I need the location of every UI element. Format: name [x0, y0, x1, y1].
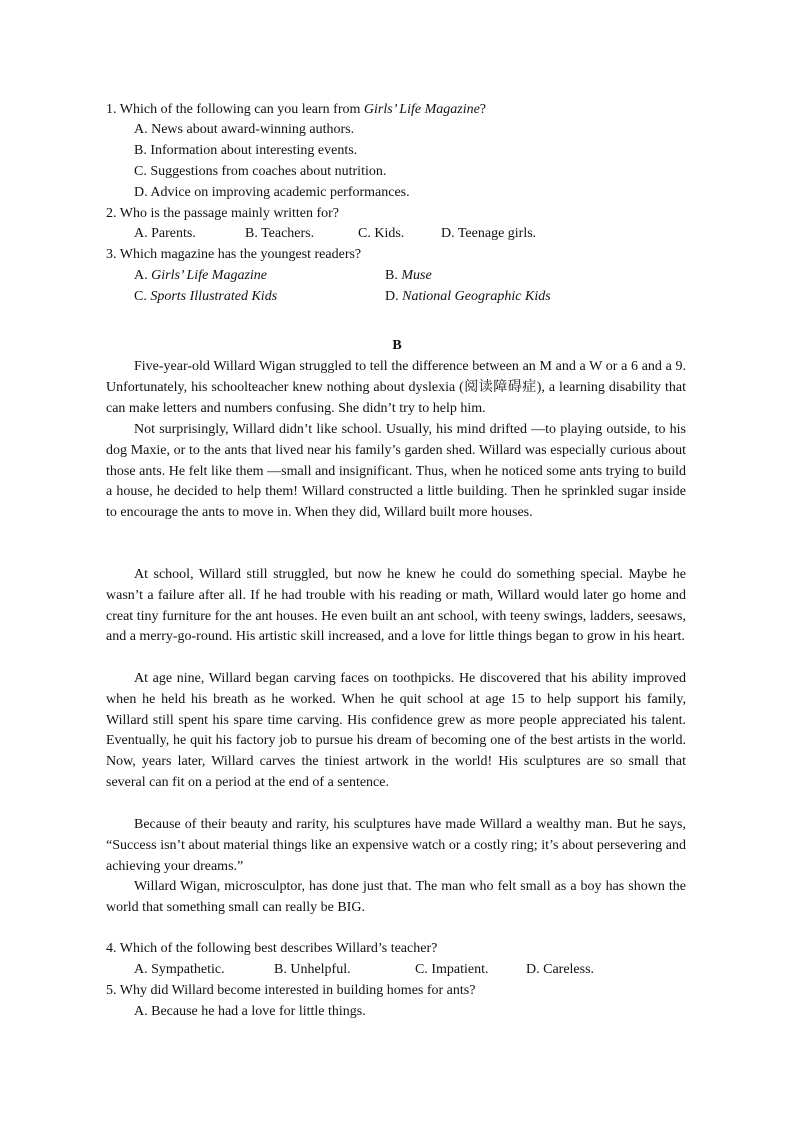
question-1-option-b: B. Information about interesting events.	[134, 143, 358, 158]
question-3-stem: 3. Which magazine has the youngest readers?	[106, 247, 362, 262]
question-1-option-a: A. News about award-winning authors.	[134, 122, 355, 137]
passage-paragraph-4: At age nine, Willard began carving faces on toothpicks. He discovered that his ability improved when he held his breath as he worked. When he quit school at age 15 to help support his family, Willard still spent his spare time carving. His confidence grew as more people appreciated his talent. Eventually, he quit his factory job to pursue his dream of becoming one of the best artists in the world. Now, years later, Willard carves the tiniest artwork in the world! His sculptures are so small that several can fit on a period at the end of a sentence.	[106, 671, 686, 790]
question-1-option-d: D. Advice on improving academic performances.	[134, 185, 410, 200]
question-5-option-a: A. Because he had a love for little things.	[134, 1004, 366, 1019]
question-1-mark: ?	[479, 102, 487, 117]
option-title: National Geographic Kids	[402, 289, 551, 304]
question-2-stem: 2. Who is the passage mainly written for?	[106, 206, 340, 221]
option-letter: A.	[134, 268, 152, 283]
question-1-title: Girls’ Life Magazine	[363, 102, 480, 117]
passage-paragraph-5: Because of their beauty and rarity, his sculptures have made Willard a wealthy man. But he says, “Success isn’t about material things like an expensive watch or a costly ring; it’s about persevering and achieving your dreams.”	[106, 817, 686, 874]
question-3-option-d	[385, 287, 551, 307]
question-4-option-d: D. Careless.	[526, 962, 595, 977]
question-2-option-d: D. Teenage girls.	[441, 226, 537, 241]
question-4-stem: 4. Which of the following best describes Willard’s teacher?	[106, 941, 438, 956]
option-title: Sports Illustrated Kids	[150, 289, 278, 304]
question-3-option-b	[385, 266, 432, 286]
option-title: Muse	[401, 268, 432, 283]
question-1-stem	[106, 100, 486, 120]
option-letter: C.	[134, 289, 151, 304]
question-3-option-a	[134, 266, 267, 286]
question-5-stem: 5. Why did Willard become interested in building homes for ants?	[106, 983, 476, 998]
question-2-option-b: B. Teachers.	[245, 226, 315, 241]
question-2-option-c: C. Kids.	[358, 226, 405, 241]
question-4-option-c: C. Impatient.	[415, 962, 489, 977]
passage-paragraph-3: At school, Willard still struggled, but now he knew he could do something special. Maybe he wasn’t a failure after all. If he had trouble with his reading or math, Willard would later go home and creat tiny furniture for the ant houses. He even built an ant school, with teeny swings, ladders, seesaws, and a merry-go-round. His artistic skill increased, and a love for little things began to grow in his heart.	[106, 567, 686, 645]
passage-paragraph-6: Willard Wigan, microsculptor, has done just that. The man who felt small as a boy has shown the world that something small can really be BIG.	[106, 879, 686, 915]
question-4-option-a: A. Sympathetic.	[134, 962, 225, 977]
passage-paragraph-2: Not surprisingly, Willard didn’t like school. Usually, his mind drifted —to playing outside, to his dog Maxie, or to the ants that lived near his family’s garden shed. Willard was especially curious about those ants. He felt like them —small and insignificant. Thus, when he noticed some ants trying to build a house, he decided to help them! Willard constructed a little building. Then he sprinkled sugar inside to encourage the ants to move in. When they did, Willard built more houses.	[106, 422, 686, 521]
option-letter: D.	[385, 289, 403, 304]
question-1-text: 1. Which of the following can you learn from	[106, 102, 364, 117]
question-2-option-a: A. Parents.	[134, 226, 196, 241]
option-letter: B.	[385, 268, 402, 283]
question-1-option-c: C. Suggestions from coaches about nutrition.	[134, 164, 387, 179]
option-title: Girls’ Life Magazine	[151, 268, 268, 283]
question-4-option-b: B. Unhelpful.	[274, 962, 351, 977]
section-b-heading: B	[392, 338, 402, 353]
question-3-option-c	[134, 287, 277, 307]
passage-paragraph-1: Five-year-old Willard Wigan struggled to tell the difference between an M and a W or a 6 and a 9. Unfortunately, his schoolteacher knew nothing about dyslexia (阅读障碍症), a learning disability that can make letters and numbers confusing. She didn’t try to help him.	[106, 359, 686, 416]
